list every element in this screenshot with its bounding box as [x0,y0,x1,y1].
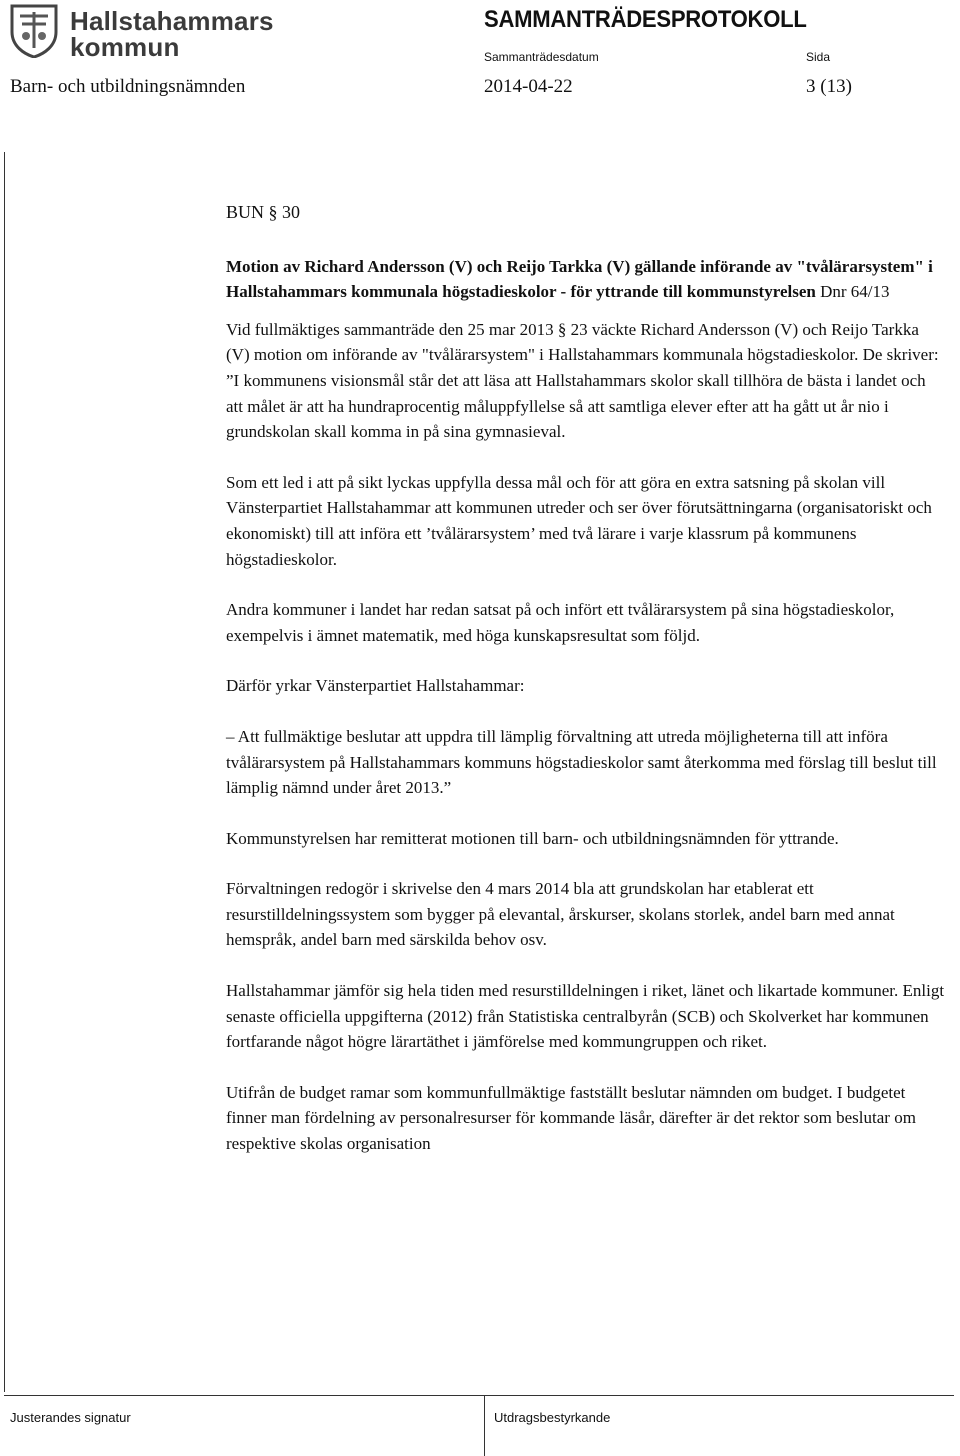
paragraph: – Att fullmäktige beslutar att uppdra till lämplig förvaltning att utreda möjligheterna till att införa tvålärarsystem på Hallstahammars kommuns högstadieskolor samt återkomma med förslag till beslut till lämplig nämnd under året 2013.” [226,726,937,798]
paragraph: Förvaltningen redogör i skrivelse den 4 mars 2014 bla att grundskolan har etablerat ett resurstilldelningssystem som bygger på elevantal, årskurser, skolans storlek, andel barn med annat hemspråk, andel barn med särskilda behov osv. [226,879,895,950]
document-type: SAMMANTRÄDESPROTOKOLL [484,6,807,33]
page-number: 3 (13) [806,76,852,97]
paragraph: Andra kommuner i landet har redan satsat på och infört ett tvålärarsystem på sina högstadieskolor, exempelvis i ämnet matematik, med höga kunskapsresultat som följd. [226,600,895,645]
municipality-logo [8,2,278,62]
footer-rule [4,1395,954,1396]
paragraph: Utifrån de budget ramar som kommunfullmäktige fastställt beslutar nämnden om budget. I budgetet finner man fördelning av personalresurser för kommande läsår, därefter är det rektor som beslutar om respektive skolas organisation [226,1082,916,1154]
item-title-text: Motion av Richard Andersson (V) och Reijo Tarkka (V) gällande införande av "tvålärarsystem" i Hallstahammars kommunala högstadieskolor - för yttrande till kommunstyrelsen [226,256,933,302]
signature-label: Justerandes signatur [10,1410,131,1425]
logo-line1: Hallstahammars [70,6,274,36]
date-label: Sammanträdesdatum [484,50,599,64]
section-number: BUN § 30 [226,202,301,222]
coat-of-arms-icon [8,2,60,58]
margin-rule [4,152,5,1392]
paragraph: Kommunstyrelsen har remitterat motionen till barn- och utbildningsnämnden för yttrande. [226,828,839,848]
footer-separator [484,1395,485,1456]
page-label: Sida [806,50,831,64]
committee-name: Barn- och utbildningsnämnden [10,76,246,97]
meeting-date: 2014-04-22 [484,76,573,97]
logo-line2: kommun [70,32,180,62]
item-title [226,254,946,305]
paragraph: Vid fullmäktiges sammanträde den 25 mar 2013 § 23 väckte Richard Andersson (V) och Reijo Tarkka (V) motion om införande av "tvålärarsystem" i Hallstahammars kommunala högstadieskolor. De skriver: ”I kommunens visionsmål står det att läsa att Hallstahammars skolor skall tillhöra de bästa i landet och att målet är att ha hundraprocentig måluppfyllelse så att samtliga elever efter att ha gått ut år nio i grundskolan skall komma in på sina gymnasieval. [226,319,939,442]
protocol-body [226,200,946,1182]
paragraph: Som ett led i att på sikt lyckas uppfylla dessa mål och för att göra en extra satsning på skolan vill Vänsterpartiet Hallstahammar att kommunen utreder och ser över förutsättningarna (organisatoriskt och ekonomiskt) till att införa ett ’tvålärarsystem’ med två lärare i varje klassrum på kommunens högstadieskolor. [226,472,932,569]
paragraph: Därför yrkar Vänsterpartiet Hallstahammar: [226,676,525,696]
extract-label: Utdragsbestyrkande [494,1410,611,1425]
paragraph: Hallstahammar jämför sig hela tiden med resurstilldelningen i riket, länet och likartade kommuner. Enligt senaste officiella uppgifterna (2012) från Statistiska centralbyrån (SCB) och Skolverket har kommunen fortfarande något högre lärartäthet i jämförelse med kommungruppen och riket. [226,981,945,1052]
diary-number: Dnr 64/13 [820,282,890,302]
